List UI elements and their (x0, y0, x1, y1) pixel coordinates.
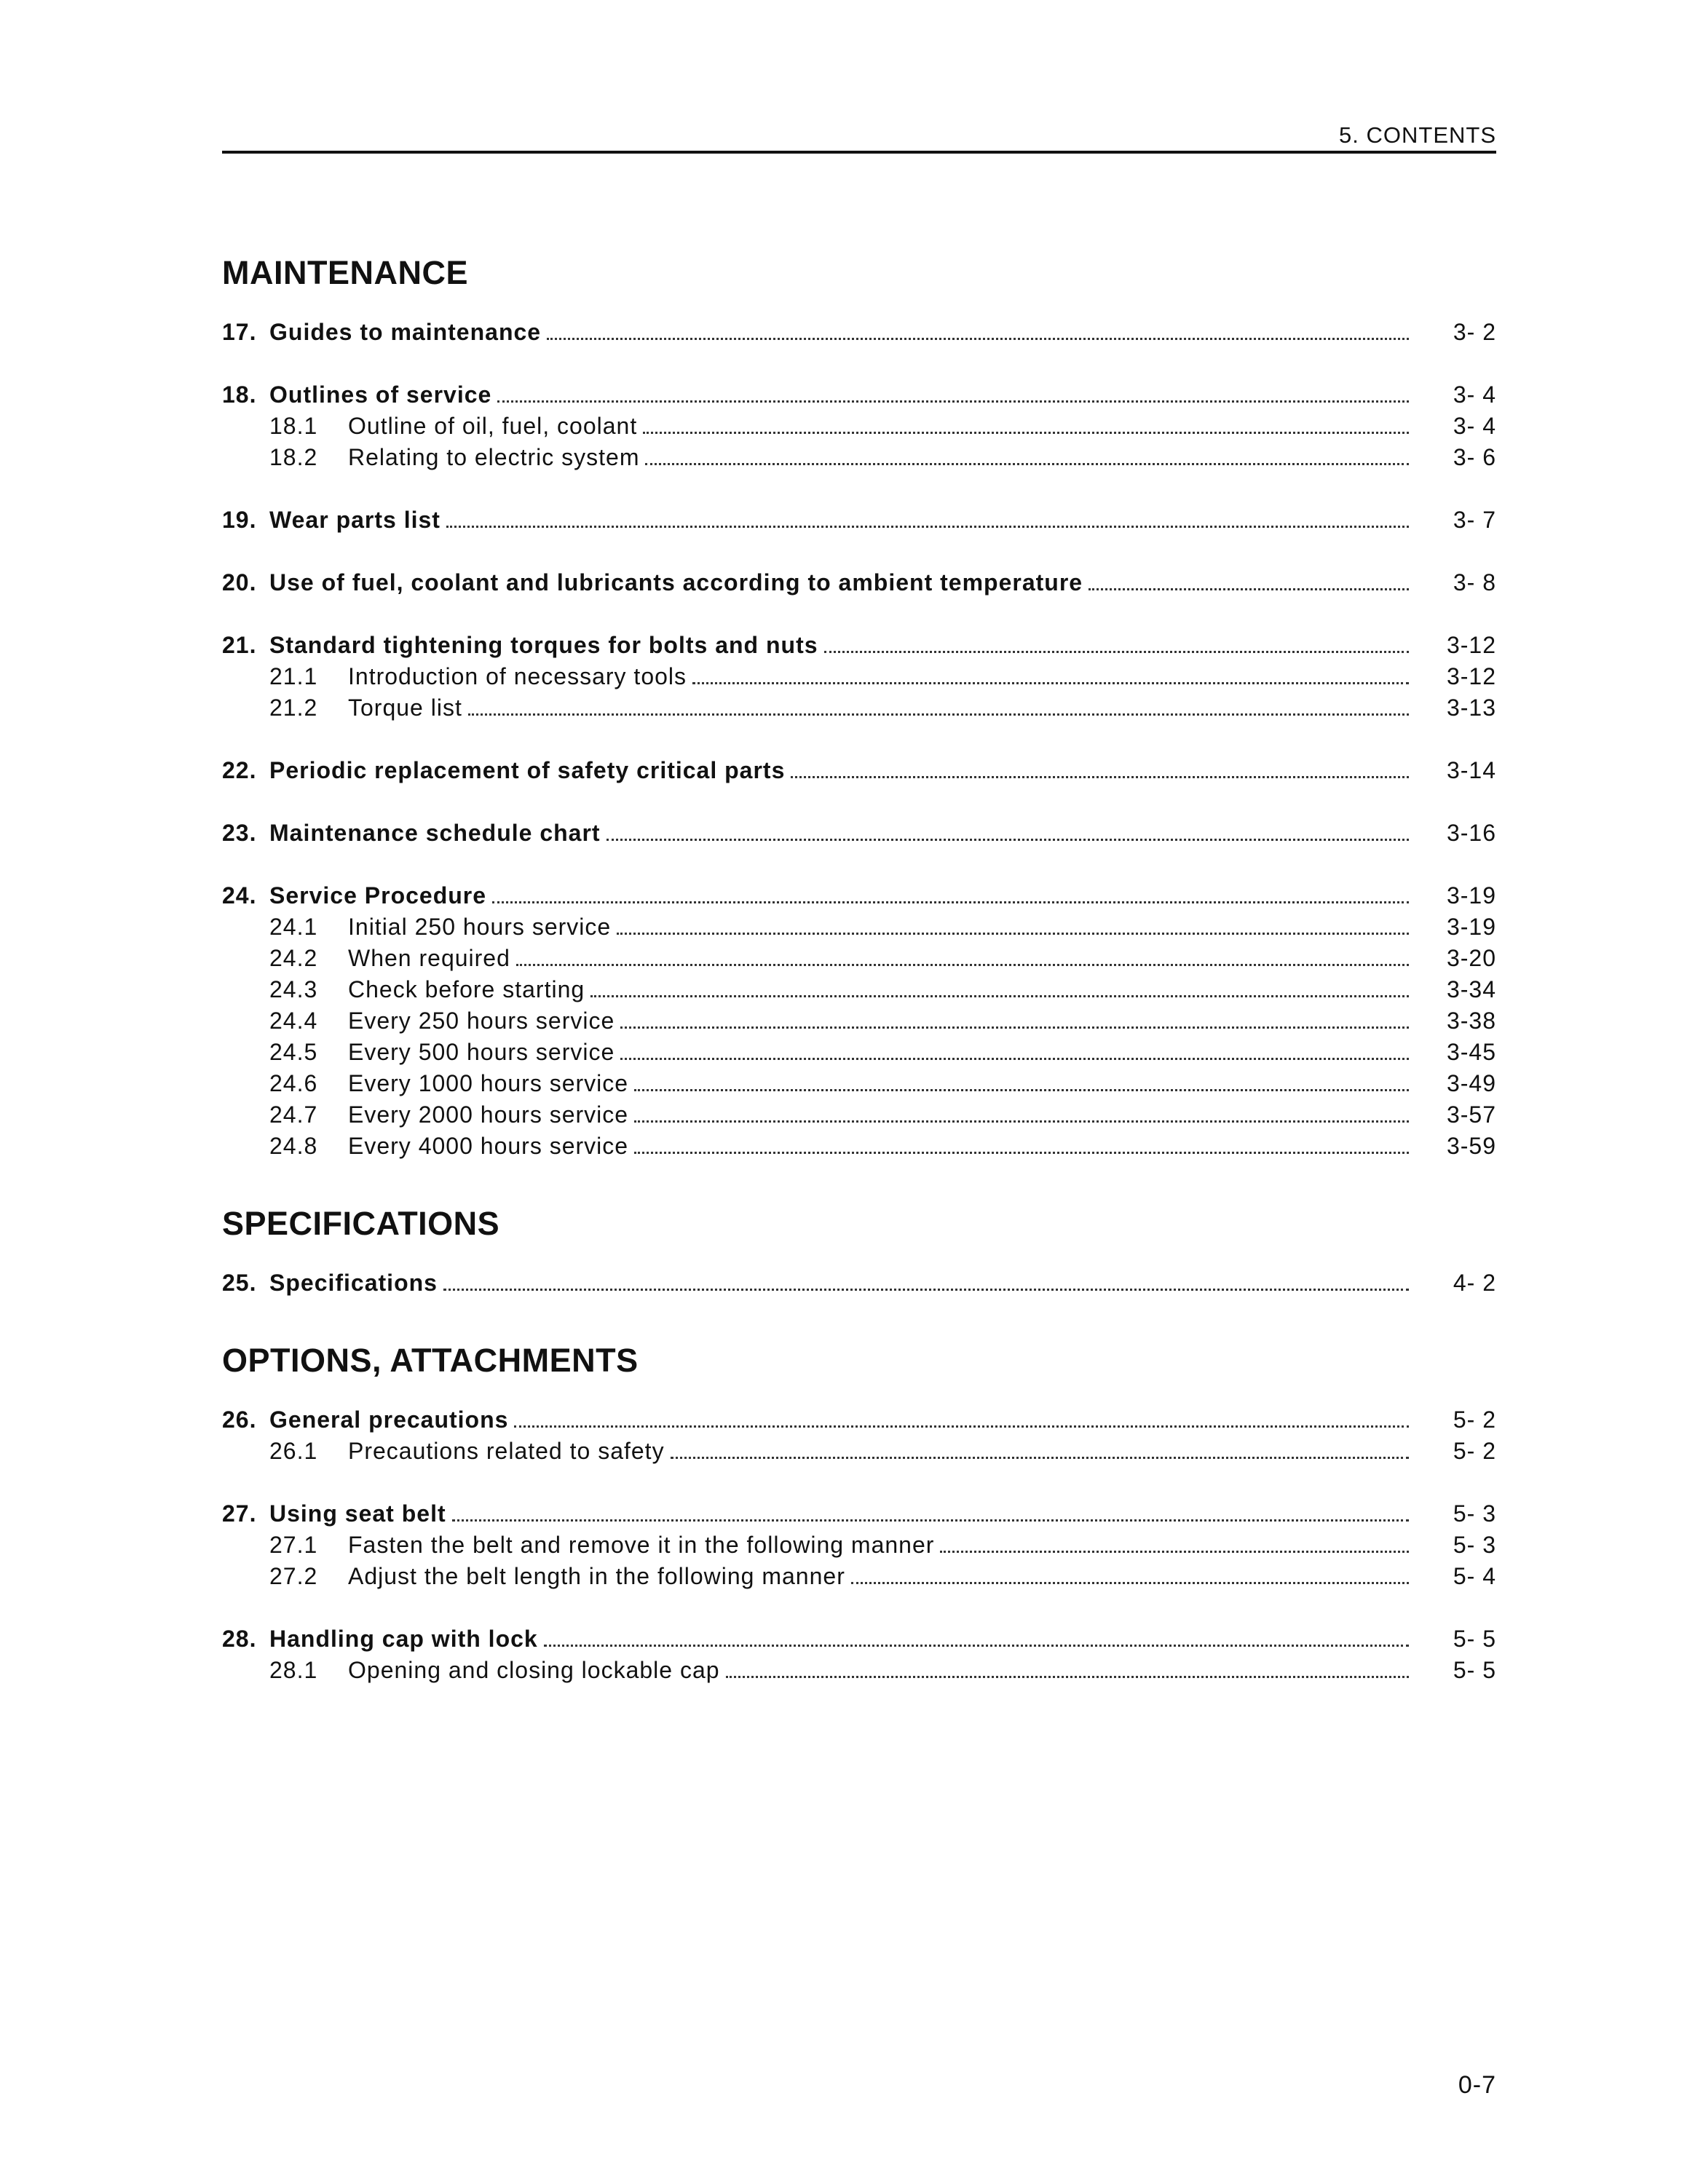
entry-title: Initial 250 hours service (348, 914, 612, 940)
toc-main-line (222, 567, 1496, 598)
entry-number: 24.3 (269, 976, 318, 1002)
entry-page-ref: 3- 4 (1453, 413, 1496, 439)
entry-title: Precautions related to safety (348, 1438, 665, 1464)
toc-entry (222, 630, 1496, 724)
dot-leader (671, 1457, 1409, 1459)
dot-leader (446, 526, 1409, 528)
entry-page-ref: 3- 4 (1453, 381, 1496, 408)
entry-number: 27.1 (269, 1532, 318, 1558)
entry-page-ref: 3-49 (1446, 1070, 1496, 1096)
entry-number: 26. (222, 1406, 257, 1433)
toc-sub-line (222, 943, 1496, 974)
entry-number: 24.7 (269, 1101, 318, 1128)
entry-page-ref: 5- 5 (1453, 1626, 1496, 1652)
toc-sub-line (222, 692, 1496, 724)
entry-number: 22. (222, 757, 257, 783)
dot-leader (468, 713, 1409, 716)
dot-leader (617, 933, 1409, 935)
entry-title: General precautions (269, 1406, 509, 1433)
toc-section (222, 1339, 1496, 1686)
entry-title: When required (348, 945, 510, 971)
entry-number: 21. (222, 632, 257, 658)
entry-number: 28.1 (269, 1657, 318, 1683)
toc-entry (222, 567, 1496, 598)
dot-leader (692, 682, 1409, 684)
dot-leader (452, 1519, 1409, 1522)
entry-title: Every 250 hours service (348, 1008, 615, 1034)
dot-leader (643, 432, 1409, 434)
toc-sub-line (222, 411, 1496, 442)
dot-leader (607, 839, 1409, 841)
entry-page-ref: 3-59 (1446, 1133, 1496, 1159)
entry-page-ref: 3-57 (1446, 1101, 1496, 1128)
section-heading: SPECIFICATIONS (222, 1205, 500, 1242)
dot-leader (516, 964, 1409, 966)
entry-page-ref: 3- 2 (1453, 319, 1496, 345)
entry-number: 27.2 (269, 1563, 318, 1589)
entry-number: 21.2 (269, 695, 318, 721)
toc-main-line (222, 1623, 1496, 1655)
entry-number: 28. (222, 1626, 257, 1652)
entry-number: 24.6 (269, 1070, 318, 1096)
toc-entry (222, 1498, 1496, 1592)
toc-main-line (222, 379, 1496, 411)
toc-entry (222, 880, 1496, 1162)
entry-page-ref: 3-19 (1446, 914, 1496, 940)
entry-number: 25. (222, 1270, 257, 1296)
entry-number: 24.8 (269, 1133, 318, 1159)
entry-page-ref: 5- 2 (1453, 1438, 1496, 1464)
toc-entry (222, 1267, 1496, 1299)
entry-number: 24. (222, 882, 257, 909)
toc-main-line (222, 1267, 1496, 1299)
toc-main-line (222, 505, 1496, 536)
dot-leader (1088, 588, 1409, 590)
entry-title: Every 500 hours service (348, 1039, 615, 1065)
entry-page-ref: 3-38 (1446, 1008, 1496, 1034)
toc-main-line (222, 1498, 1496, 1530)
dot-leader (590, 995, 1409, 997)
entry-number: 18.1 (269, 413, 318, 439)
toc-entry (222, 317, 1496, 348)
entry-number: 24.4 (269, 1008, 318, 1034)
entry-page-ref: 4- 2 (1453, 1270, 1496, 1296)
entry-page-ref: 5- 4 (1453, 1563, 1496, 1589)
entry-title: Handling cap with lock (269, 1626, 538, 1652)
entry-page-ref: 3-12 (1446, 632, 1496, 658)
dot-leader (620, 1026, 1409, 1029)
entry-number: 19. (222, 507, 257, 533)
toc-main-line (222, 755, 1496, 786)
toc-entry (222, 818, 1496, 849)
page-number: 0-7 (1458, 2071, 1496, 2099)
dot-leader (634, 1120, 1409, 1123)
toc-sub-line (222, 442, 1496, 473)
entry-title: Relating to electric system (348, 444, 640, 470)
entry-title: Specifications (269, 1270, 438, 1296)
running-header: 5. CONTENTS (1339, 122, 1496, 148)
entry-page-ref: 3-13 (1446, 695, 1496, 721)
entry-title: Torque list (348, 695, 462, 721)
entry-number: 26.1 (269, 1438, 318, 1464)
entry-page-ref: 5- 2 (1453, 1406, 1496, 1433)
entry-title: Maintenance schedule chart (269, 820, 601, 846)
entry-page-ref: 3-34 (1446, 976, 1496, 1002)
entry-title: Opening and closing lockable cap (348, 1657, 720, 1683)
entry-title: Periodic replacement of safety critical parts (269, 757, 786, 783)
toc-sub-line (222, 974, 1496, 1005)
toc-entry (222, 379, 1496, 473)
toc-section (222, 1202, 1496, 1299)
entry-number: 24.1 (269, 914, 318, 940)
dot-leader (497, 400, 1409, 403)
entry-title: Every 2000 hours service (348, 1101, 629, 1128)
entry-number: 27. (222, 1500, 257, 1527)
toc-sub-line (222, 911, 1496, 943)
entry-page-ref: 3-16 (1446, 820, 1496, 846)
toc-sub-line (222, 1131, 1496, 1162)
dot-leader (851, 1582, 1409, 1584)
toc-main-line (222, 1404, 1496, 1436)
entry-page-ref: 3-14 (1446, 757, 1496, 783)
entry-page-ref: 3- 8 (1453, 569, 1496, 596)
header-rule (222, 151, 1496, 154)
dot-leader (645, 463, 1409, 465)
dot-leader (940, 1551, 1409, 1553)
dot-leader (824, 651, 1409, 653)
entry-number: 21.1 (269, 663, 318, 689)
entry-number: 17. (222, 319, 257, 345)
entry-title: Every 4000 hours service (348, 1133, 629, 1159)
entry-page-ref: 5- 3 (1453, 1532, 1496, 1558)
entry-page-ref: 3-45 (1446, 1039, 1496, 1065)
entry-title: Standard tightening torques for bolts and nuts (269, 632, 818, 658)
entry-page-ref: 3-20 (1446, 945, 1496, 971)
entry-number: 18.2 (269, 444, 318, 470)
dot-leader (544, 1645, 1409, 1647)
table-of-contents (222, 251, 1496, 1717)
toc-sub-line (222, 1436, 1496, 1467)
toc-entry (222, 505, 1496, 536)
toc-sub-line (222, 1005, 1496, 1037)
toc-section (222, 251, 1496, 1162)
entry-page-ref: 3- 6 (1453, 444, 1496, 470)
dot-leader (634, 1089, 1409, 1091)
entry-number: 20. (222, 569, 257, 596)
toc-main-line (222, 317, 1496, 348)
toc-sub-line (222, 1530, 1496, 1561)
toc-entry (222, 1623, 1496, 1686)
entry-title: Adjust the belt length in the following manner (348, 1563, 845, 1589)
section-heading: MAINTENANCE (222, 254, 468, 291)
entry-page-ref: 3-12 (1446, 663, 1496, 689)
entry-title: Outline of oil, fuel, coolant (348, 413, 638, 439)
entry-title: Check before starting (348, 976, 585, 1002)
dot-leader (791, 776, 1409, 778)
section-heading: OPTIONS, ATTACHMENTS (222, 1342, 639, 1379)
toc-main-line (222, 630, 1496, 661)
toc-sub-line (222, 1037, 1496, 1068)
entry-number: 23. (222, 820, 257, 846)
entry-number: 24.5 (269, 1039, 318, 1065)
entry-page-ref: 5- 5 (1453, 1657, 1496, 1683)
dot-leader (443, 1289, 1409, 1291)
entry-title: Introduction of necessary tools (348, 663, 687, 689)
entry-number: 24.2 (269, 945, 318, 971)
toc-sub-line (222, 1068, 1496, 1099)
entry-number: 18. (222, 381, 257, 408)
dot-leader (620, 1058, 1409, 1060)
entry-page-ref: 5- 3 (1453, 1500, 1496, 1527)
toc-sub-line (222, 661, 1496, 692)
entry-title: Wear parts list (269, 507, 440, 533)
toc-main-line (222, 880, 1496, 911)
dot-leader (726, 1676, 1409, 1678)
toc-entry (222, 1404, 1496, 1467)
entry-page-ref: 3- 7 (1453, 507, 1496, 533)
dot-leader (492, 901, 1409, 903)
entry-title: Using seat belt (269, 1500, 446, 1527)
toc-sub-line (222, 1561, 1496, 1592)
entry-title: Outlines of service (269, 381, 492, 408)
toc-sub-line (222, 1099, 1496, 1131)
dot-leader (547, 338, 1409, 340)
toc-main-line (222, 818, 1496, 849)
entry-title: Guides to maintenance (269, 319, 542, 345)
entry-title: Fasten the belt and remove it in the following manner (348, 1532, 935, 1558)
entry-title: Use of fuel, coolant and lubricants according to ambient temperature (269, 569, 1083, 596)
dot-leader (514, 1425, 1409, 1428)
toc-entry (222, 755, 1496, 786)
entry-title: Every 1000 hours service (348, 1070, 629, 1096)
entry-page-ref: 3-19 (1446, 882, 1496, 909)
toc-sub-line (222, 1655, 1496, 1686)
entry-title: Service Procedure (269, 882, 487, 909)
dot-leader (634, 1152, 1409, 1154)
